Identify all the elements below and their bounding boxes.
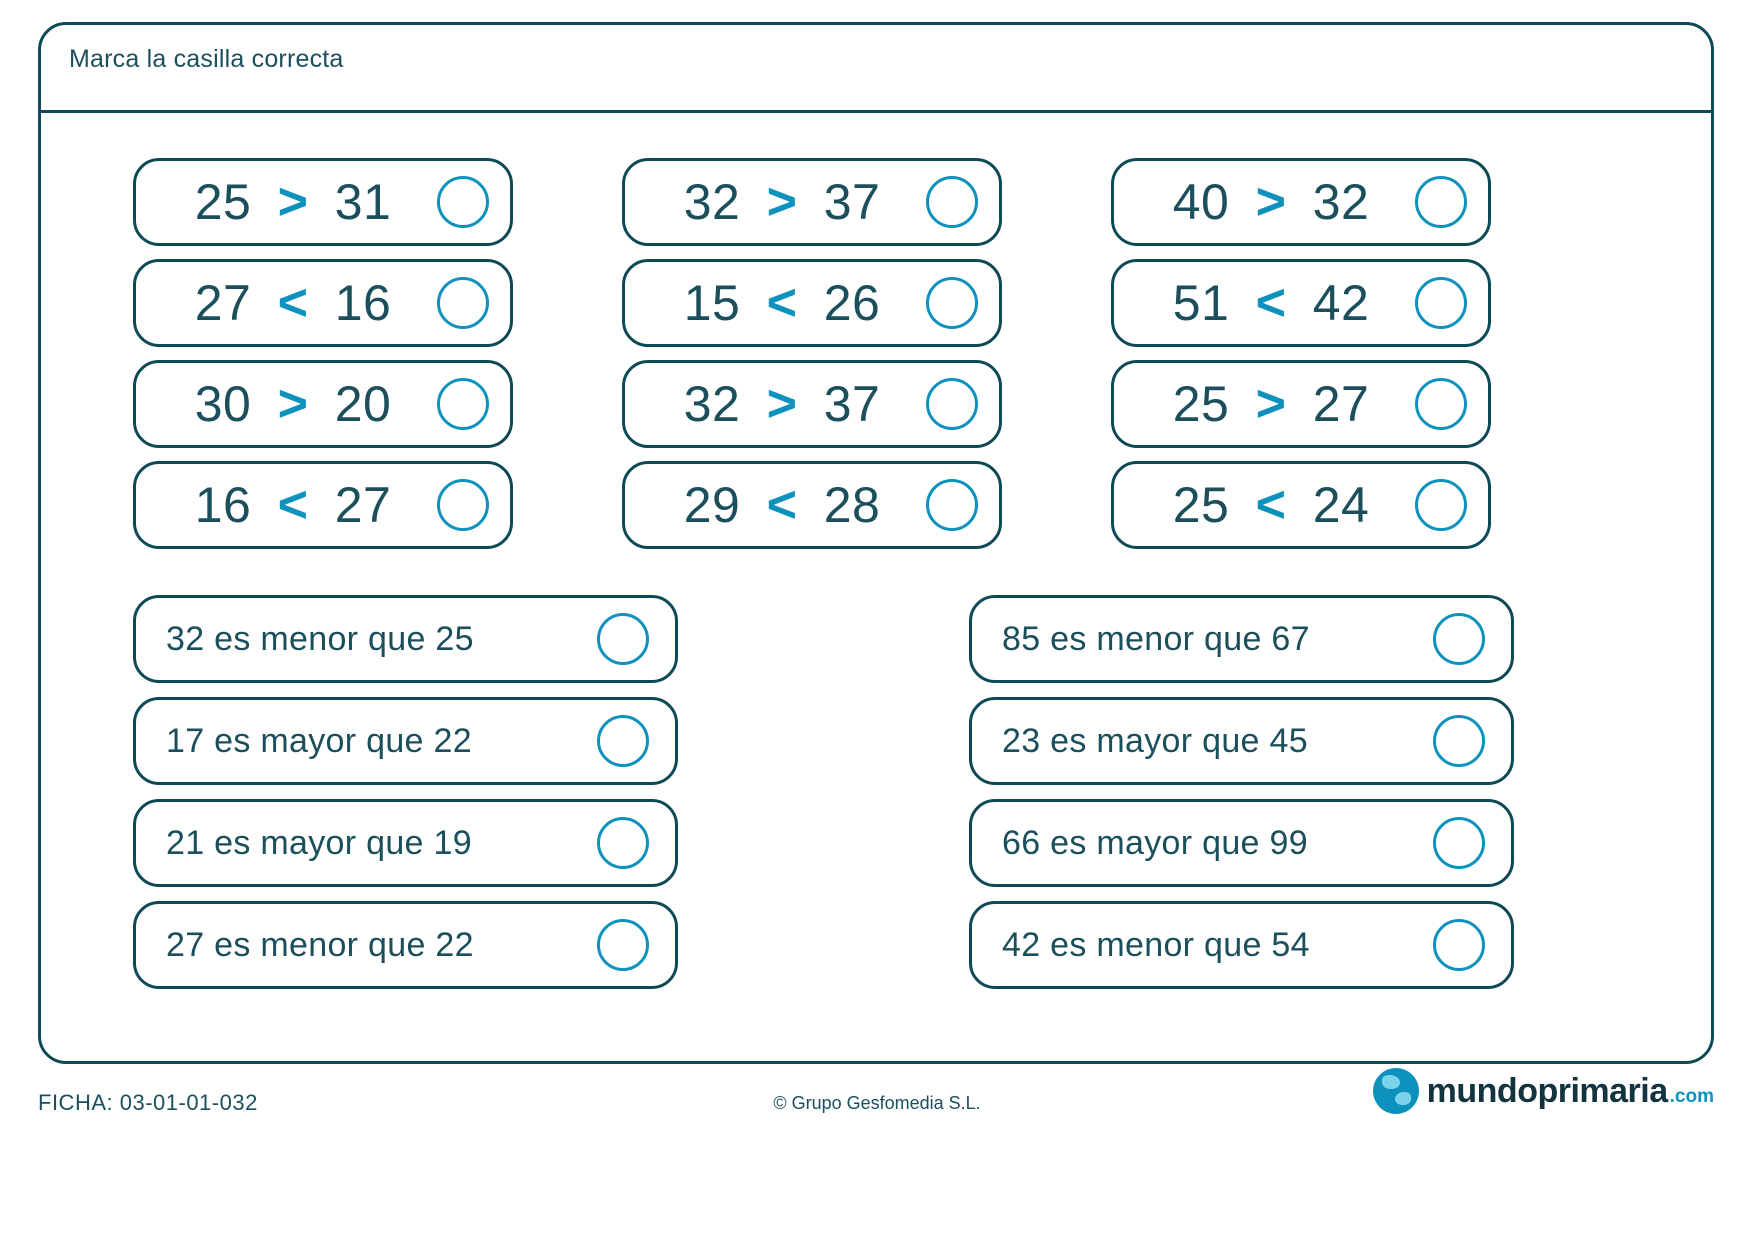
sentence-column-2 <box>969 595 1514 1003</box>
sentence-text: 17 es mayor que 22 <box>166 721 472 760</box>
comparison-expression <box>646 374 926 434</box>
comparison-item[interactable] <box>622 158 1002 246</box>
brand-name: mundoprimaria <box>1426 1071 1668 1110</box>
answer-circle-icon[interactable] <box>437 479 489 531</box>
left-number: 32 <box>683 376 741 432</box>
left-number: 25 <box>1172 477 1230 533</box>
sentence-item[interactable] <box>969 595 1514 683</box>
comparison-expression <box>1135 172 1415 232</box>
right-number: 27 <box>334 477 392 533</box>
answer-circle-icon[interactable] <box>597 817 649 869</box>
right-number: 16 <box>334 275 392 331</box>
right-number: 42 <box>1312 275 1370 331</box>
answer-circle-icon[interactable] <box>1415 176 1467 228</box>
comparison-item[interactable] <box>133 158 513 246</box>
comparison-item[interactable] <box>133 461 513 549</box>
sentence-item[interactable] <box>133 595 678 683</box>
answer-circle-icon[interactable] <box>1433 613 1485 665</box>
sentence-text: 42 es menor que 54 <box>1002 925 1310 964</box>
operator-symbol: < <box>1255 274 1287 332</box>
operator-symbol: < <box>1255 476 1287 534</box>
operator-symbol: > <box>1255 375 1287 433</box>
left-number: 15 <box>683 275 741 331</box>
comparison-item[interactable] <box>133 360 513 448</box>
right-number: 32 <box>1312 174 1370 230</box>
sentence-item[interactable] <box>133 697 678 785</box>
comparison-item[interactable] <box>1111 360 1491 448</box>
comparison-expression <box>646 273 926 333</box>
answer-circle-icon[interactable] <box>1415 378 1467 430</box>
worksheet-sheet <box>38 22 1714 1064</box>
comparison-expression <box>1135 273 1415 333</box>
operator-symbol: > <box>1255 173 1287 231</box>
answer-circle-icon[interactable] <box>597 613 649 665</box>
comparison-item[interactable] <box>622 259 1002 347</box>
right-number: 24 <box>1312 477 1370 533</box>
left-number: 30 <box>194 376 252 432</box>
sentence-item[interactable] <box>969 901 1514 989</box>
operator-symbol: < <box>277 476 309 534</box>
comparison-column-3 <box>1111 158 1491 562</box>
sentence-item[interactable] <box>133 799 678 887</box>
comparison-column-2 <box>622 158 1002 562</box>
left-number: 29 <box>683 477 741 533</box>
sentence-text: 23 es mayor que 45 <box>1002 721 1308 760</box>
brand-logo <box>1373 1068 1714 1114</box>
operator-symbol: > <box>277 375 309 433</box>
globe-icon <box>1373 1068 1419 1114</box>
left-number: 27 <box>194 275 252 331</box>
operator-symbol: > <box>766 173 798 231</box>
left-number: 51 <box>1172 275 1230 331</box>
right-number: 26 <box>823 275 881 331</box>
sentence-text: 66 es mayor que 99 <box>1002 823 1308 862</box>
left-number: 16 <box>194 477 252 533</box>
comparison-item[interactable] <box>133 259 513 347</box>
comparison-item[interactable] <box>622 461 1002 549</box>
comparison-expression <box>1135 475 1415 535</box>
right-number: 37 <box>823 174 881 230</box>
sentence-text: 85 es menor que 67 <box>1002 619 1310 658</box>
operator-symbol: < <box>277 274 309 332</box>
sentence-item[interactable] <box>969 697 1514 785</box>
comparison-expression <box>646 475 926 535</box>
brand-domain-suffix: .com <box>1669 1086 1714 1107</box>
left-number: 25 <box>1172 376 1230 432</box>
operator-symbol: > <box>277 173 309 231</box>
comparison-expression <box>157 172 437 232</box>
comparison-expression <box>1135 374 1415 434</box>
answer-circle-icon[interactable] <box>1433 919 1485 971</box>
comparison-expression <box>157 273 437 333</box>
right-number: 27 <box>1312 376 1370 432</box>
answer-circle-icon[interactable] <box>437 277 489 329</box>
worksheet-code: FICHA: 03-01-01-032 <box>38 1090 258 1115</box>
comparison-column-1 <box>133 158 513 562</box>
comparison-expression <box>157 475 437 535</box>
left-number: 32 <box>683 174 741 230</box>
comparison-item[interactable] <box>1111 461 1491 549</box>
comparison-item[interactable] <box>622 360 1002 448</box>
copyright-text: © Grupo Gesfomedia S.L. <box>773 1093 981 1113</box>
sentence-item[interactable] <box>133 901 678 989</box>
answer-circle-icon[interactable] <box>926 277 978 329</box>
comparison-item[interactable] <box>1111 158 1491 246</box>
right-number: 20 <box>334 376 392 432</box>
answer-circle-icon[interactable] <box>1433 715 1485 767</box>
answer-circle-icon[interactable] <box>1433 817 1485 869</box>
right-number: 31 <box>334 174 392 230</box>
operator-symbol: > <box>766 375 798 433</box>
answer-circle-icon[interactable] <box>926 378 978 430</box>
answer-circle-icon[interactable] <box>1415 277 1467 329</box>
answer-circle-icon[interactable] <box>926 176 978 228</box>
sentence-text: 21 es mayor que 19 <box>166 823 472 862</box>
answer-circle-icon[interactable] <box>1415 479 1467 531</box>
answer-circle-icon[interactable] <box>926 479 978 531</box>
answer-circle-icon[interactable] <box>437 176 489 228</box>
sentence-item[interactable] <box>969 799 1514 887</box>
comparison-expression <box>157 374 437 434</box>
comparison-expression <box>646 172 926 232</box>
answer-circle-icon[interactable] <box>437 378 489 430</box>
left-number: 40 <box>1172 174 1230 230</box>
left-number: 25 <box>194 174 252 230</box>
operator-symbol: < <box>766 274 798 332</box>
sentence-text: 32 es menor que 25 <box>166 619 474 658</box>
comparison-item[interactable] <box>1111 259 1491 347</box>
right-number: 37 <box>823 376 881 432</box>
operator-symbol: < <box>766 476 798 534</box>
sentence-text: 27 es menor que 22 <box>166 925 474 964</box>
sentence-column-1 <box>133 595 678 1003</box>
answer-circle-icon[interactable] <box>597 715 649 767</box>
answer-circle-icon[interactable] <box>597 919 649 971</box>
instruction-bar <box>41 25 1711 113</box>
instruction-text: Marca la casilla correcta <box>69 45 344 73</box>
right-number: 28 <box>823 477 881 533</box>
